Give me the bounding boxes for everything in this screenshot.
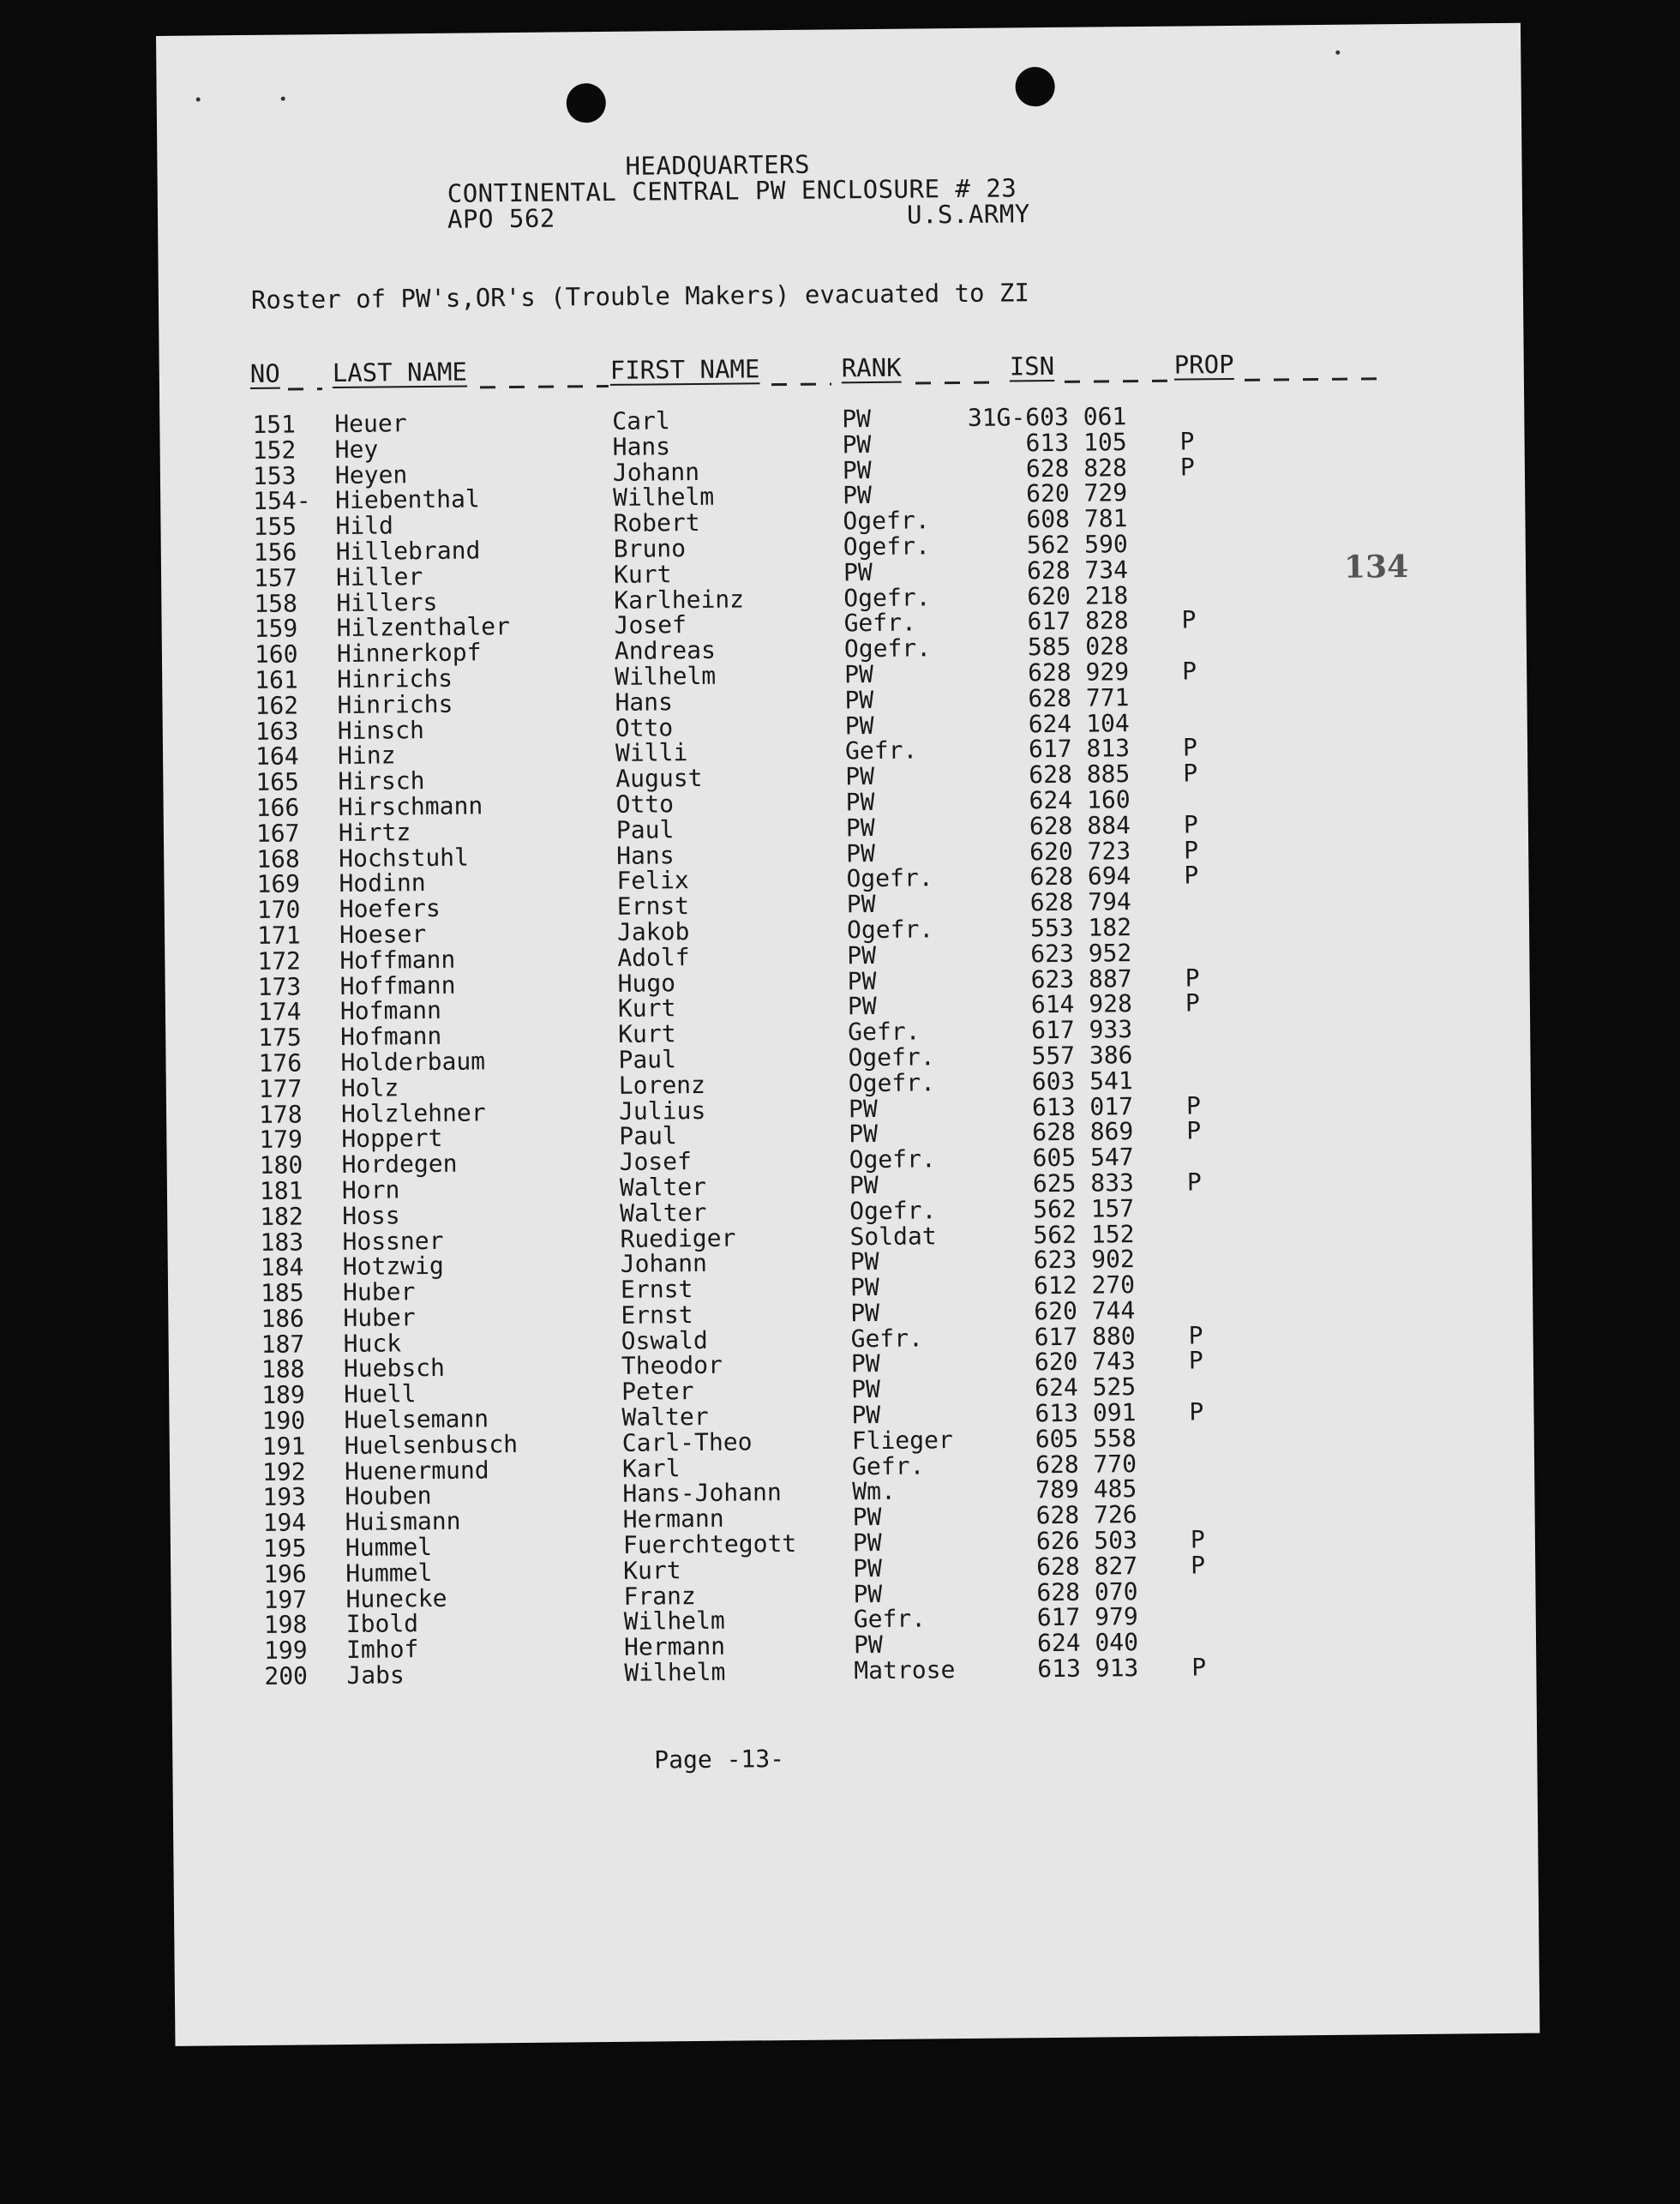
last-name: Hodinn (339, 868, 426, 898)
isn: 624 160 (1029, 785, 1131, 815)
last-name: Hiebenthal (335, 484, 480, 515)
row-number: 182 (260, 1202, 303, 1231)
last-name: Huber (343, 1303, 416, 1332)
rank: PW (843, 557, 873, 587)
first-name: Kurt (617, 994, 676, 1024)
header-dashes (288, 387, 322, 390)
isn: 628 929 (1028, 658, 1130, 688)
isn: 617 813 (1028, 734, 1131, 764)
last-name: Huismann (345, 1506, 461, 1537)
isn: 628 828 (1025, 453, 1128, 483)
isn: 613 017 (1031, 1091, 1134, 1121)
rank: Soldat (849, 1221, 937, 1251)
rank: PW (853, 1579, 883, 1608)
last-name: Huelsenbusch (344, 1429, 519, 1460)
row-number: 195 (262, 1534, 307, 1563)
last-name: Hotzwig (342, 1252, 444, 1282)
rank: PW (851, 1401, 881, 1430)
row-number: 175 (258, 1023, 302, 1053)
first-name: Ruediger (620, 1223, 736, 1253)
row-number: 184 (260, 1252, 304, 1282)
page-footer: Page -13- (654, 1745, 785, 1775)
last-name: Huenermund (344, 1456, 489, 1486)
roster-title: Roster of PW's,OR's (Trouble Makers) evacuated to ZI (250, 278, 1029, 315)
last-name: Hordegen (341, 1149, 458, 1180)
isn: 603 541 (1031, 1066, 1133, 1096)
last-name: Huebsch (343, 1354, 446, 1384)
isn: 628 770 (1035, 1449, 1137, 1479)
prop-mark: P (1186, 1116, 1202, 1145)
first-name: Wilhelm (613, 483, 715, 513)
prop-mark: P (1188, 1321, 1203, 1350)
prop-mark: P (1184, 861, 1199, 890)
last-name: Holderbaum (340, 1047, 486, 1077)
prop-mark: P (1182, 657, 1197, 686)
last-name: Imhof (345, 1635, 419, 1665)
last-name: Hilzenthaler (336, 612, 511, 643)
header-line-1: HEADQUARTERS (625, 149, 811, 181)
row-number: 183 (260, 1227, 304, 1257)
rank: Gefr. (843, 608, 917, 638)
first-name: Josef (619, 1147, 693, 1176)
row-number: 176 (258, 1048, 303, 1078)
row-number: 188 (261, 1354, 305, 1384)
rank: PW (846, 838, 876, 868)
rank: PW (844, 659, 874, 689)
first-name: Carl-Theo (621, 1427, 753, 1457)
last-name: Holzlehner (340, 1097, 486, 1128)
last-name: Huelsemann (344, 1404, 489, 1435)
row-number: 151 (252, 410, 297, 439)
first-name: Hans (616, 840, 675, 870)
row-number: 166 (255, 793, 300, 822)
row-number: 185 (260, 1278, 304, 1307)
punch-hole-left (567, 83, 606, 123)
isn: 614 928 (1030, 989, 1133, 1019)
last-name: Hinz (337, 741, 396, 771)
last-name: Hillebrand (335, 536, 481, 566)
isn: 612 270 (1033, 1270, 1136, 1300)
rank: PW (845, 762, 875, 791)
prop-mark: P (1191, 1551, 1206, 1580)
document-page (156, 23, 1539, 2046)
first-name: August (615, 764, 703, 794)
isn: 623 952 (1030, 938, 1132, 968)
first-name: Kurt (618, 1019, 676, 1049)
rank: Gefr. (848, 1017, 921, 1047)
first-name: Paul (615, 814, 675, 844)
header-dashes (480, 385, 609, 388)
first-name: Robert (613, 508, 700, 538)
row-number: 198 (263, 1610, 308, 1640)
last-name: Hinsch (337, 715, 425, 745)
last-name: Hoss (342, 1201, 400, 1230)
isn: 625 833 (1032, 1168, 1135, 1198)
rank: PW (849, 1170, 879, 1200)
isn: 623 902 (1033, 1245, 1135, 1275)
row-number: 154- (253, 486, 311, 516)
row-number: 199 (263, 1636, 308, 1666)
first-name: Julius (618, 1096, 706, 1126)
row-number: 179 (259, 1125, 303, 1155)
row-number: 177 (258, 1074, 303, 1103)
first-name: Hans (612, 432, 671, 461)
col-rank: RANK (841, 352, 902, 383)
first-name: Jakob (616, 917, 690, 946)
isn: 624 040 (1036, 1628, 1139, 1658)
speck (281, 97, 285, 101)
prop-mark: P (1183, 759, 1198, 788)
last-name: Holz (340, 1073, 399, 1102)
rank: Matrose (854, 1655, 956, 1685)
isn: 789 485 (1035, 1474, 1137, 1504)
prop-mark: P (1188, 1346, 1203, 1375)
last-name: Hochstuhl (339, 843, 470, 873)
isn: 613 091 (1035, 1398, 1137, 1428)
isn: 620 729 (1026, 478, 1128, 508)
row-number: 152 (252, 435, 297, 465)
isn: 31G-603 061 (967, 402, 1127, 432)
isn: 613 913 (1037, 1654, 1139, 1684)
last-name: Hoeser (339, 919, 427, 949)
first-name: Karl (621, 1453, 681, 1483)
row-number: 193 (262, 1482, 307, 1512)
rank: PW (845, 787, 875, 817)
row-number: 189 (261, 1380, 305, 1410)
rank: PW (850, 1298, 880, 1328)
first-name: Hermann (622, 1504, 724, 1534)
rank: PW (844, 711, 874, 740)
last-name: Hirsch (338, 766, 425, 796)
rank: PW (845, 813, 875, 843)
last-name: Hoffmann (339, 945, 456, 975)
isn: 605 547 (1032, 1143, 1134, 1173)
last-name: Ibold (345, 1609, 419, 1639)
col-isn: ISN (1009, 351, 1055, 381)
rank: PW (842, 455, 872, 484)
last-name: Hossner (342, 1226, 444, 1256)
rank: PW (852, 1503, 882, 1532)
rank: Gefr. (844, 736, 918, 766)
rank: PW (850, 1349, 880, 1378)
rank: Ogefr. (848, 1068, 936, 1098)
row-number: 162 (255, 691, 299, 720)
first-name: Hermann (623, 1631, 726, 1662)
prop-mark: P (1184, 835, 1199, 865)
roster-table (252, 401, 1464, 1690)
prop-mark: P (1181, 605, 1197, 634)
last-name: Hummel (345, 1533, 433, 1563)
header-apo: APO 562 (447, 203, 555, 234)
first-name: Otto (615, 712, 674, 742)
isn: 628 726 (1035, 1500, 1137, 1530)
last-name: Hummel (345, 1558, 433, 1588)
isn: 562 157 (1033, 1193, 1135, 1223)
first-name: Lorenz (618, 1070, 706, 1100)
row-number: 158 (254, 589, 298, 618)
rank: Ogefr. (846, 863, 933, 893)
isn: 617 979 (1036, 1602, 1138, 1632)
isn: 620 744 (1034, 1295, 1136, 1326)
rank: Ogefr. (843, 582, 931, 612)
isn: 617 933 (1031, 1015, 1133, 1045)
first-name: Johann (620, 1249, 708, 1279)
row-number: 174 (257, 997, 302, 1027)
last-name: Hirschmann (338, 791, 483, 821)
row-number: 178 (258, 1099, 303, 1129)
last-name: Heuer (334, 409, 407, 439)
row-number: 156 (253, 537, 297, 567)
isn: 620 723 (1029, 836, 1131, 866)
first-name: Josef (614, 610, 687, 640)
last-name: Hoffmann (339, 970, 456, 1000)
col-no: NO (249, 358, 280, 388)
prop-mark: P (1182, 733, 1198, 762)
last-name: Hofmann (340, 1021, 442, 1052)
rank: Ogefr. (843, 531, 931, 562)
header-dashes (1065, 380, 1167, 383)
rank: Ogefr. (846, 915, 934, 945)
prop-mark: P (1179, 452, 1195, 482)
last-name: Houben (345, 1481, 432, 1511)
first-name: Franz (623, 1581, 696, 1611)
first-name: Andreas (614, 635, 717, 666)
rank: PW (843, 481, 873, 510)
first-name: Kurt (623, 1556, 681, 1585)
row-number: 161 (255, 665, 298, 694)
first-name: Wilhelm (615, 661, 717, 691)
row-number: 181 (259, 1176, 303, 1205)
prop-mark: P (1191, 1653, 1207, 1682)
prop-mark: P (1185, 988, 1200, 1018)
row-number: 157 (253, 563, 297, 592)
rank: PW (853, 1630, 883, 1660)
first-name: Hugo (617, 968, 676, 998)
first-name: Peter (621, 1377, 694, 1407)
column-headers (250, 348, 1382, 397)
last-name: Jabs (346, 1661, 405, 1690)
row-number: 192 (261, 1457, 306, 1486)
rank: Ogefr. (843, 634, 932, 664)
row-number: 200 (264, 1661, 309, 1691)
first-name: Willi (615, 738, 688, 768)
first-name: Walter (620, 1198, 707, 1228)
first-name: Ernst (616, 892, 690, 922)
row-number: 167 (255, 819, 300, 848)
row-number: 171 (256, 921, 301, 950)
speck (196, 98, 201, 102)
last-name: Hillers (336, 587, 438, 617)
first-name: Oswald (621, 1325, 708, 1355)
isn: 624 104 (1028, 708, 1130, 738)
row-number: 153 (252, 461, 297, 490)
first-name: Paul (619, 1121, 677, 1151)
isn: 628 794 (1029, 887, 1131, 917)
speck (1335, 51, 1340, 55)
isn: 608 781 (1026, 504, 1128, 534)
rank: PW (847, 992, 877, 1021)
row-number: 197 (263, 1585, 308, 1614)
header-dashes (1245, 377, 1382, 381)
rank: PW (846, 890, 876, 919)
last-name: Heyen (334, 459, 408, 489)
last-name: Hofmann (339, 996, 442, 1026)
prop-mark: P (1185, 1090, 1202, 1120)
row-number: 159 (254, 614, 298, 644)
rank: PW (849, 1273, 879, 1302)
first-name: Karlheinz (614, 585, 745, 615)
row-number: 180 (259, 1150, 303, 1180)
last-name: Hinrichs (337, 689, 453, 719)
row-number: 163 (255, 717, 299, 746)
rank: PW (849, 1247, 879, 1276)
row-number: 190 (261, 1406, 306, 1435)
row-number: 186 (261, 1304, 305, 1333)
last-name: Hild (335, 511, 394, 541)
isn: 628 070 (1036, 1576, 1138, 1606)
isn: 617 880 (1034, 1321, 1136, 1351)
prop-mark: P (1190, 1525, 1205, 1554)
rank: Gefr. (850, 1324, 924, 1353)
row-number: 160 (254, 640, 298, 670)
isn: 605 558 (1035, 1423, 1137, 1454)
rank: PW (847, 940, 877, 970)
first-name: Adolf (617, 942, 690, 972)
header-dashes (771, 382, 831, 386)
rank: PW (849, 1120, 879, 1149)
first-name: Ernst (621, 1300, 693, 1330)
first-name: Fuerchtegott (622, 1528, 797, 1559)
first-name: Kurt (613, 560, 672, 589)
rank: PW (848, 1094, 878, 1123)
first-name: Hans-Johann (622, 1478, 782, 1509)
prop-mark: P (1183, 810, 1198, 839)
rank: Ogefr. (843, 506, 930, 536)
first-name: Johann (612, 457, 700, 487)
rank: Gefr. (851, 1451, 925, 1480)
last-name: Hiller (335, 562, 423, 592)
isn: 617 828 (1027, 606, 1129, 636)
rank: Ogefr. (849, 1144, 936, 1174)
rank: Gefr. (853, 1604, 927, 1634)
first-name: Carl (612, 406, 670, 435)
first-name: Theodor (621, 1351, 723, 1381)
col-last-name: LAST NAME (332, 357, 468, 388)
rank: PW (842, 429, 872, 459)
row-number: 172 (257, 946, 302, 976)
first-name: Wilhelm (623, 1606, 725, 1636)
row-number: 191 (261, 1432, 306, 1461)
page-stamp-number: 134 (1343, 549, 1409, 586)
col-first-name: FIRST NAME (609, 354, 760, 385)
isn: 628 771 (1028, 682, 1130, 713)
isn: 585 028 (1027, 632, 1130, 662)
last-name: Huck (343, 1329, 402, 1358)
first-name: Hans (615, 688, 674, 717)
first-name: Paul (618, 1045, 677, 1074)
row-number: 170 (256, 895, 301, 925)
punch-hole-right (1015, 67, 1054, 106)
row-number: 196 (263, 1559, 307, 1588)
rank: Flieger (851, 1426, 953, 1456)
last-name: Horn (341, 1175, 400, 1204)
isn: 628 827 (1036, 1551, 1138, 1582)
prop-mark: P (1189, 1397, 1204, 1426)
last-name: Hoefers (339, 894, 441, 924)
row-number: 169 (256, 869, 301, 899)
rank: PW (844, 685, 874, 715)
last-name: Hunecke (345, 1583, 447, 1613)
first-name: Otto (615, 790, 675, 819)
row-number: 164 (255, 742, 299, 772)
isn: 620 743 (1034, 1347, 1137, 1377)
rank: PW (853, 1553, 883, 1583)
last-name: Hinnerkopf (336, 638, 482, 669)
row-number: 168 (256, 844, 300, 874)
row-number: 187 (261, 1330, 305, 1359)
row-number: 173 (257, 971, 302, 1001)
rank: Ogefr. (848, 1042, 935, 1072)
last-name: Hoppert (341, 1124, 443, 1154)
row-number: 155 (253, 512, 297, 542)
header-dashes (915, 381, 1001, 385)
prop-mark: P (1179, 427, 1195, 456)
last-name: Hinrichs (337, 664, 453, 694)
prop-mark: P (1185, 963, 1200, 993)
first-name: Walter (621, 1402, 709, 1432)
isn: 628 885 (1029, 760, 1131, 790)
header-army: U.S.ARMY (906, 199, 1030, 230)
rank: Ogefr. (849, 1196, 937, 1225)
rank: PW (847, 966, 877, 995)
isn: 620 218 (1027, 580, 1129, 610)
rank: PW (851, 1375, 881, 1404)
isn: 623 887 (1030, 964, 1132, 994)
isn: 553 182 (1029, 913, 1132, 943)
last-name: Hirtz (338, 817, 411, 847)
last-name: Hey (334, 435, 379, 464)
first-name: Felix (616, 866, 689, 896)
last-name: Huell (344, 1379, 417, 1409)
first-name: Bruno (613, 534, 687, 563)
isn: 628 694 (1029, 862, 1131, 892)
isn: 628 734 (1026, 555, 1129, 586)
header-line-2: CONTINENTAL CENTRAL PW ENCLOSURE # 23 (447, 173, 1017, 208)
first-name: Ernst (620, 1275, 693, 1304)
row-number: 194 (262, 1508, 307, 1538)
isn: 628 884 (1029, 810, 1131, 841)
isn: 624 525 (1035, 1372, 1137, 1402)
isn: 628 869 (1032, 1117, 1134, 1147)
last-name: Huber (342, 1277, 416, 1307)
first-name: Wilhelm (624, 1657, 726, 1687)
col-prop: PROP (1173, 349, 1234, 380)
isn: 613 105 (1025, 427, 1127, 458)
isn: 557 386 (1031, 1041, 1133, 1071)
rank: PW (852, 1528, 882, 1558)
isn: 626 503 (1035, 1526, 1138, 1556)
first-name: Walter (619, 1172, 707, 1202)
rank: PW (842, 405, 872, 434)
prop-mark: P (1186, 1168, 1202, 1197)
rank: Wm. (852, 1477, 897, 1506)
isn: 562 590 (1026, 530, 1128, 560)
isn: 562 152 (1033, 1219, 1135, 1249)
row-number: 165 (255, 767, 300, 797)
